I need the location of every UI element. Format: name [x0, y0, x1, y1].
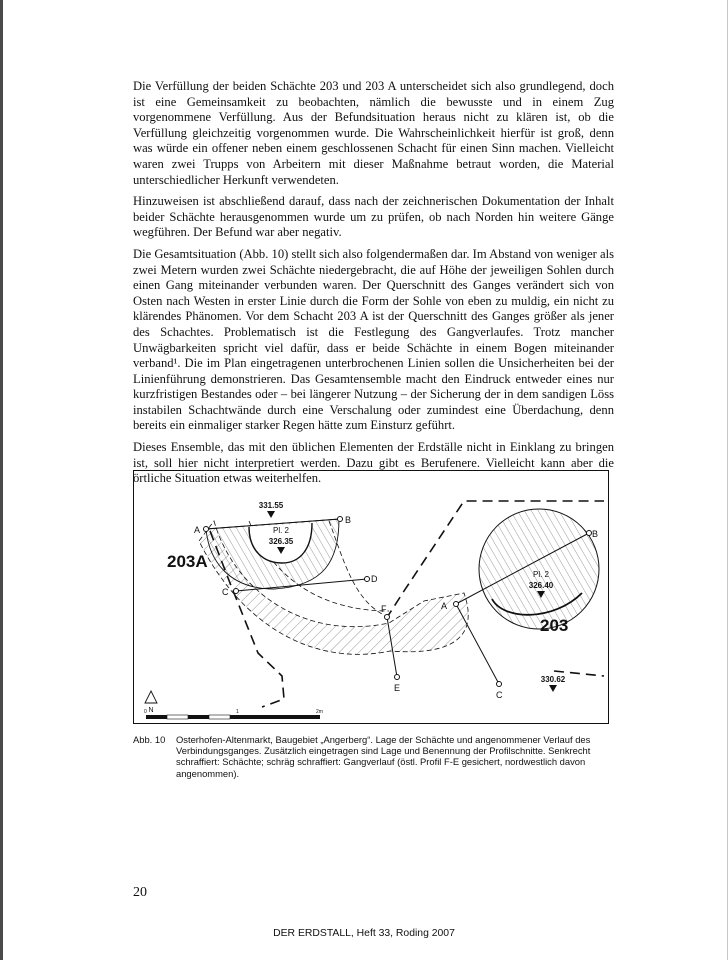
paragraph-1: Die Verfüllung der beiden Schächte 203 und 203 A unterscheidet sich also grundlegend, doch ist eine Gemeinsamkeit zu beobachten, nämlich die bewusste und in einem Zug vorgenommene Verfüllung. Aus der Befundsituation heraus nicht zu klären ist, ob die Verfüllung gleichzeitig vorgenommen wurde. Die Wahrscheinlichkeit hierfür ist groß, denn was würde ein offener neben einem geschlossenen Schacht für einen Sinn machen. Vielleicht waren zwei Trupps von Arbeitern mit dieser Maßnahme betraut worden, die Material unterschiedlicher Herkunft verwendeten.: [133, 79, 614, 187]
north-label: N: [148, 707, 154, 714]
scan-edge-left: [0, 0, 3, 960]
point-f: [385, 615, 390, 620]
point-a-right-label: A: [441, 601, 448, 611]
shaft-203a-label: 203A: [167, 552, 208, 571]
point-b-left-label: B: [345, 515, 352, 525]
scale-label-1: 1: [236, 709, 239, 715]
point-e: [395, 675, 400, 680]
level-marker-330-icon: [549, 685, 557, 692]
caption-text: Osterhofen-Altenmarkt, Baugebiet „Angerberg“. Lage der Schächte und angenommener Verlauf des Verbindungsganges. Zusätzlich eingetragen sind Lage und Benennung der Profilschnitte. Senkrecht schraffiert: Schächte; schräg schraffiert: Gangverlauf (östl. Profil F-E gesichert, nordwestlich davon angenommen).: [176, 734, 591, 779]
paragraph-2: Hinzuweisen ist abschließend darauf, dass nach der zeichnerischen Dokumentation der Inhalt beider Schächte herausgenommen wurde um zu prüfen, ob nach Norden hin weitere Gänge wegführen. Der Befund war aber negativ.: [133, 194, 614, 240]
shaft-203-outline: [479, 509, 599, 629]
shaft-203-label: 203: [540, 616, 569, 635]
point-d: [365, 577, 370, 582]
scale-seg-1: [146, 715, 167, 719]
pl2-left-label: Pl. 2: [272, 526, 290, 535]
scale-label-2: 2m: [316, 709, 323, 715]
point-f-label: F: [381, 604, 387, 614]
point-b-right-label: B: [592, 529, 599, 539]
point-c-right: [497, 682, 502, 687]
scale-seg-3: [188, 715, 209, 719]
point-c-right-label: C: [496, 690, 503, 700]
point-e-label: E: [394, 683, 401, 693]
point-a-left-label: A: [194, 525, 201, 535]
point-a-left: [204, 527, 209, 532]
point-d-label: D: [371, 574, 378, 584]
scale-seg-5: [230, 715, 320, 719]
paragraph-3: Die Gesamtsituation (Abb. 10) stellt sich also folgendermaßen dar. Im Abstand von weniger als zwei Metern wurden zwei Schächte niedergebracht, die auf Höhe der jeweiligen Sohlen durch einen Gang miteinander verbunden waren. Der Querschnitt des Ganges verändert sich von Osten nach Westen in erster Linie durch die Form der Sohle von eben zu muldig, ein nicht zu klärendes Phänomen. Vor dem Schacht 203 A ist der Querschnitt des Ganges größer als jener des Schachtes. Problematisch ist die Festlegung des Gangverlaufes. Trotz mancher Unwägbarkeiten spricht viel dafür, dass er beide Schächte in einem Bogen miteinander verband¹. Die im Plan eingetragenen unterbrochenen Linien sollen die Unsicherheiten bei der Linienführung demonstrieren. Das Gesamtensemble macht den Eindruck entweder eines nur kurzfristigen Bestandes oder – bei längerer Nutzung – der Sicherung der in dem sandigen Löss instabilen Schachtwände durch eine Verschalung oder zumindest eine Überdachung, denn bereits ein einmaliger starker Regen hätte zum Einsturz geführt.: [133, 246, 614, 433]
point-b-left: [338, 517, 343, 522]
figure-plan: [133, 470, 609, 724]
level-330-62: 330.62: [540, 675, 566, 684]
body-text: [133, 79, 614, 493]
pl2-right-label: Pl. 2: [532, 570, 550, 579]
level-331-55: 331.55: [258, 501, 284, 510]
point-b-right: [587, 531, 592, 536]
caption-number: Abb. 10: [133, 734, 166, 745]
point-c-left-label: C: [222, 587, 229, 597]
scale-seg-2: [167, 715, 188, 719]
point-c-left: [234, 589, 239, 594]
page-footer: DER ERDSTALL, Heft 33, Roding 2007: [273, 928, 455, 939]
paragraph-4: Dieses Ensemble, das mit den üblichen Elementen der Erdställe nicht in Einklang zu bringen ist, soll hier nicht interpretiert werden. Dazu gibt es Berufenere. Vielleicht kann aber die örtliche Situation etwas weiterhelfen.: [133, 440, 614, 486]
pl2-left-level: 326.35: [268, 537, 294, 546]
scale-seg-4: [209, 715, 230, 719]
north-arrow-icon: [145, 691, 157, 703]
section-a-c-right: [456, 604, 499, 684]
point-a-right: [454, 602, 459, 607]
level-marker-331-icon: [267, 511, 275, 518]
page-number: 20: [133, 885, 147, 900]
pl2-right-level: 326.40: [528, 581, 554, 590]
scale-label-0: 0: [144, 709, 147, 715]
plan-drawing: [134, 471, 610, 725]
